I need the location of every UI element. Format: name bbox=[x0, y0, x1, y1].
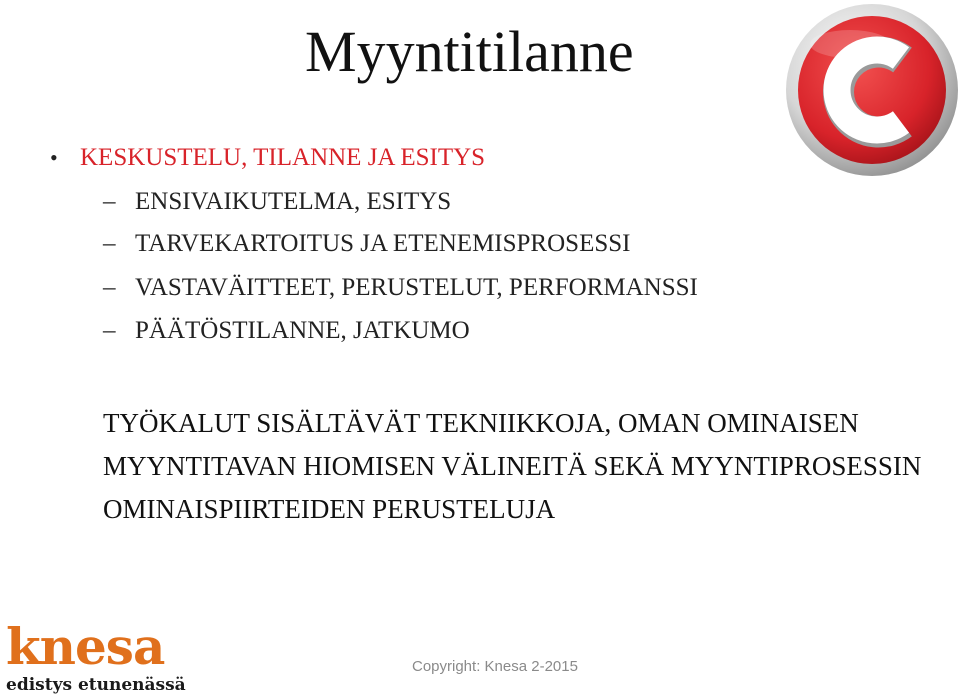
sub-item bbox=[103, 274, 698, 302]
dash-icon: – bbox=[103, 317, 116, 344]
sub-item bbox=[103, 188, 451, 216]
dash-icon: – bbox=[103, 188, 116, 215]
copyright-text: Copyright: Knesa 2-2015 bbox=[412, 658, 578, 675]
description-paragraph: TYÖKALUT SISÄLTÄVÄT TEKNIIKKOJA, OMAN OMINAISEN MYYNTITAVAN HIOMISEN VÄLINEITÄ SEKÄ MYYNTIPROSESSIN OMINAISPIIRTEIDEN PERUSTELUJA bbox=[103, 408, 922, 524]
sub-item bbox=[103, 317, 470, 345]
sub-item-text: VASTAVÄITTEET, PERUSTELUT, PERFORMANSSI bbox=[135, 274, 698, 301]
main-bullet-text: KESKUSTELU, TILANNE JA ESITYS bbox=[80, 144, 486, 171]
main-bullet bbox=[50, 144, 485, 172]
bullet-dot-icon: • bbox=[50, 145, 58, 170]
dash-icon: – bbox=[103, 230, 116, 257]
sub-item-text: PÄÄTÖSTILANNE, JATKUMO bbox=[135, 317, 470, 344]
sub-item-text: TARVEKARTOITUS JA ETENEMISPROSESSI bbox=[135, 230, 631, 257]
knesa-tagline: edistys etunenässä bbox=[6, 675, 186, 695]
dash-icon: – bbox=[103, 274, 116, 301]
sub-item bbox=[103, 230, 630, 258]
c-letter-badge-icon bbox=[784, 2, 960, 178]
knesa-logo-wordmark: knesa bbox=[6, 617, 165, 676]
slide-title: Myyntitilanne bbox=[305, 19, 634, 84]
sub-item-text: ENSIVAIKUTELMA, ESITYS bbox=[135, 188, 452, 215]
